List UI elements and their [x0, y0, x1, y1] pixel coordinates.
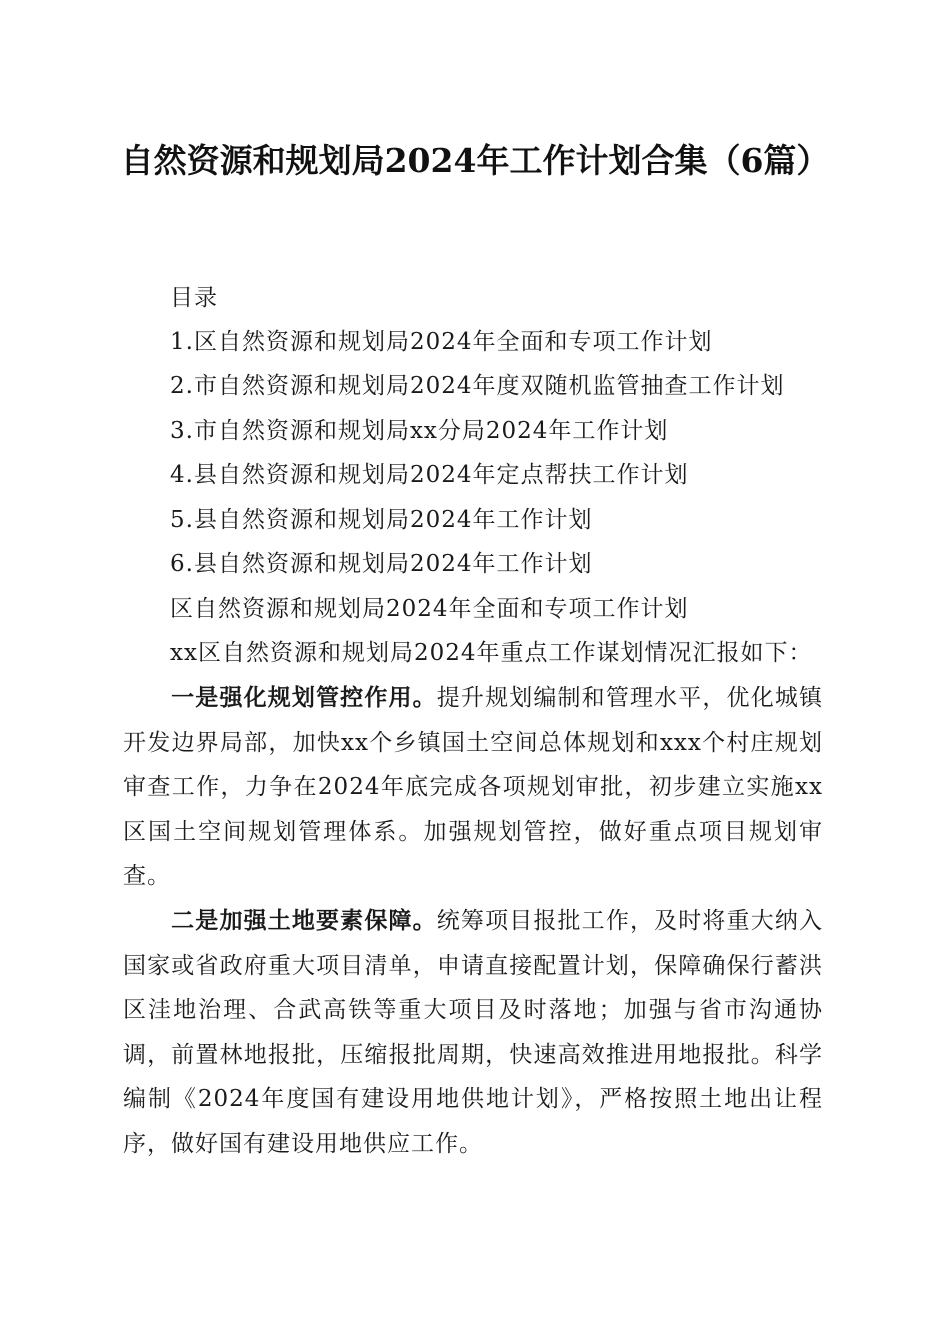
- paragraph-2: [123, 899, 823, 1167]
- document-title: 自然资源和规划局2024年工作计划合集（6篇）: [120, 141, 830, 180]
- toc-heading: 目录: [170, 285, 218, 311]
- intro-line: xx区自然资源和规划局2024年重点工作谋划情况汇报如下：: [170, 640, 813, 666]
- toc-item-4: 4.县自然资源和规划局2024年定点帮扶工作计划: [170, 462, 689, 488]
- paragraph-2-lead: 二是加强土地要素保障。: [171, 907, 437, 934]
- toc-item-2: 2.市自然资源和规划局2024年度双随机监管抽查工作计划: [170, 373, 785, 399]
- paragraph-2-body: 统筹项目报批工作，及时将重大纳入国家或省政府重大项目清单，申请直接配置计划，保障确保行蓄洪区洼地治理、合武高铁等重大项目及时落地；加强与省市沟通协调，前置林地报批，压缩报批周期，快速高效推进用地报批。科学编制《2024年度国有建设用地供地计划》，严格按照土地出让程序，做好国有建设用地供应工作。: [123, 908, 824, 1157]
- paragraph-1-lead: 一是强化规划管控作用。: [171, 684, 437, 711]
- toc-item-6: 6.县自然资源和规划局2024年工作计划: [170, 551, 593, 577]
- paragraph-1: [123, 676, 823, 899]
- toc-item-5: 5.县自然资源和规划局2024年工作计划: [170, 507, 593, 533]
- toc-item-3: 3.市自然资源和规划局xx分局2024年工作计划: [170, 418, 669, 444]
- toc-item-1: 1.区自然资源和规划局2024年全面和专项工作计划: [170, 329, 713, 355]
- section-title: 区自然资源和规划局2024年全面和专项工作计划: [170, 596, 689, 622]
- paragraph-1-body: 提升规划编制和管理水平，优化城镇开发边界局部，加快xx个乡镇国土空间总体规划和xxx个村庄规划审查工作，力争在2024年底完成各项规划审批，初步建立实施xx区国土空间规划管理体系。加强规划管控，做好重点项目规划审查。: [123, 685, 824, 890]
